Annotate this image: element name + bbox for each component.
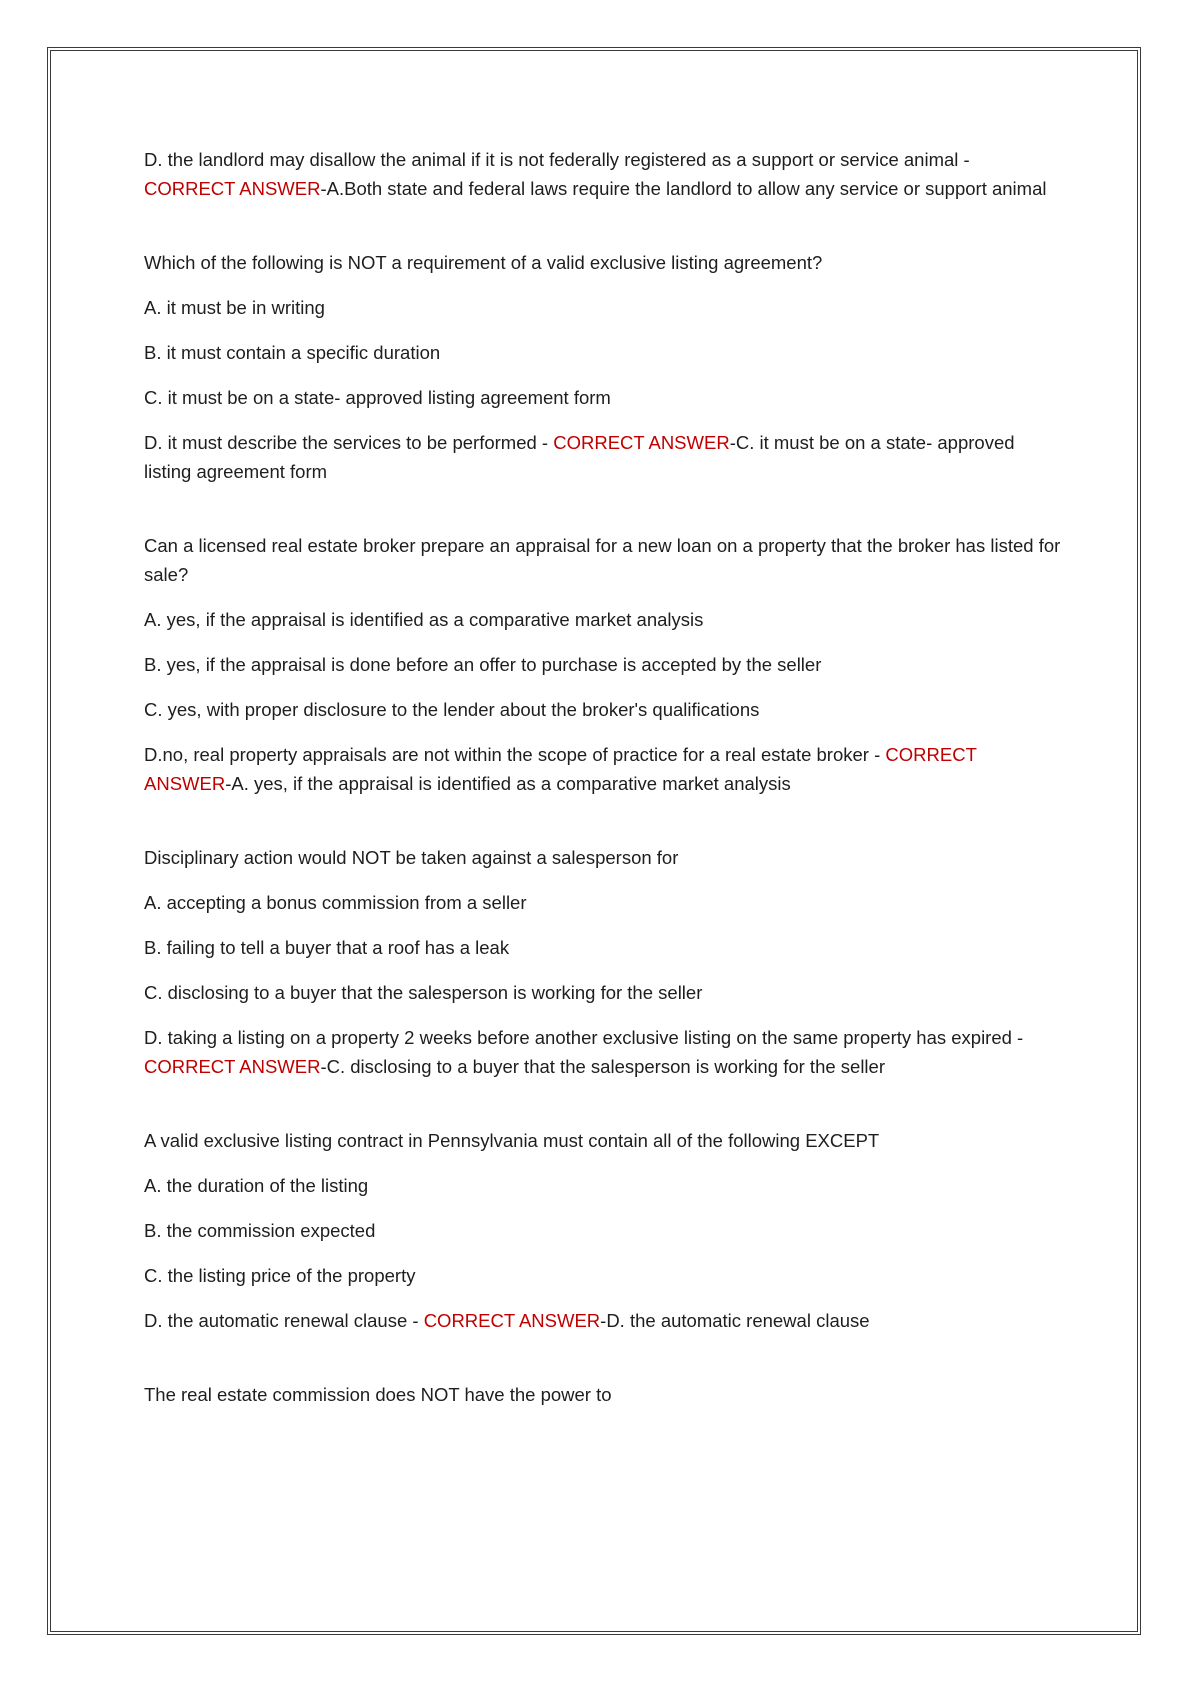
answer-text: -D. the automatic renewal clause bbox=[600, 1310, 870, 1331]
option-b: B. it must contain a specific duration bbox=[144, 342, 441, 363]
correct-answer-label: CORRECT ANSWER bbox=[144, 744, 977, 794]
option-c: C. yes, with proper disclosure to the lender about the broker's qualifications bbox=[144, 699, 760, 720]
option-d-text: D. it must describe the services to be performed - bbox=[144, 432, 554, 453]
answer-text: -C. it must be on a state- approved listing agreement form bbox=[144, 432, 1015, 482]
document-content bbox=[144, 145, 1064, 1425]
question-text: Disciplinary action would NOT be taken against a salesperson for bbox=[144, 847, 679, 868]
answer-text: -A. yes, if the appraisal is identified as a comparative market analysis bbox=[225, 773, 791, 794]
option-a: A. yes, if the appraisal is identified as a comparative market analysis bbox=[144, 609, 704, 630]
answer-text: -C. disclosing to a buyer that the salesperson is working for the seller bbox=[320, 1056, 885, 1077]
answer-line bbox=[144, 1306, 1064, 1335]
answer-text: -A.Both state and federal laws require the landlord to allow any service or support animal bbox=[320, 178, 1047, 199]
answer-line bbox=[144, 428, 1064, 486]
answer-line bbox=[144, 740, 1064, 798]
correct-answer-label: CORRECT ANSWER bbox=[144, 178, 321, 199]
option-d-text: D.no, real property appraisals are not within the scope of practice for a real estate broker - bbox=[144, 744, 886, 765]
question-text: Can a licensed real estate broker prepare an appraisal for a new loan on a property that the broker has listed for sale? bbox=[144, 535, 1061, 585]
correct-answer-label: CORRECT ANSWER bbox=[144, 1056, 321, 1077]
option-c: C. the listing price of the property bbox=[144, 1265, 416, 1286]
option-d-text: D. the landlord may disallow the animal if it is not federally registered as a support or service animal - bbox=[144, 149, 970, 170]
option-c: C. it must be on a state- approved listing agreement form bbox=[144, 387, 611, 408]
option-b: B. yes, if the appraisal is done before an offer to purchase is accepted by the seller bbox=[144, 654, 822, 675]
correct-answer-label: CORRECT ANSWER bbox=[553, 432, 730, 453]
option-a: A. it must be in writing bbox=[144, 297, 325, 318]
correct-answer-label: CORRECT ANSWER bbox=[423, 1310, 601, 1331]
answer-line bbox=[144, 145, 1064, 203]
option-a: A. accepting a bonus commission from a seller bbox=[144, 892, 527, 913]
question-text: A valid exclusive listing contract in Pennsylvania must contain all of the following EXCEPT bbox=[144, 1130, 880, 1151]
option-a: A. the duration of the listing bbox=[144, 1175, 369, 1196]
option-d-text: D. the automatic renewal clause - bbox=[144, 1310, 424, 1331]
question-text: The real estate commission does NOT have the power to bbox=[144, 1384, 612, 1405]
answer-line bbox=[144, 1023, 1064, 1081]
option-c: C. disclosing to a buyer that the salesperson is working for the seller bbox=[144, 982, 703, 1003]
option-b: B. failing to tell a buyer that a roof has a leak bbox=[144, 937, 510, 958]
question-text: Which of the following is NOT a requirement of a valid exclusive listing agreement? bbox=[144, 252, 823, 273]
option-d-text: D. taking a listing on a property 2 weeks before another exclusive listing on the same property has expired - bbox=[144, 1027, 1024, 1048]
option-b: B. the commission expected bbox=[144, 1220, 376, 1241]
